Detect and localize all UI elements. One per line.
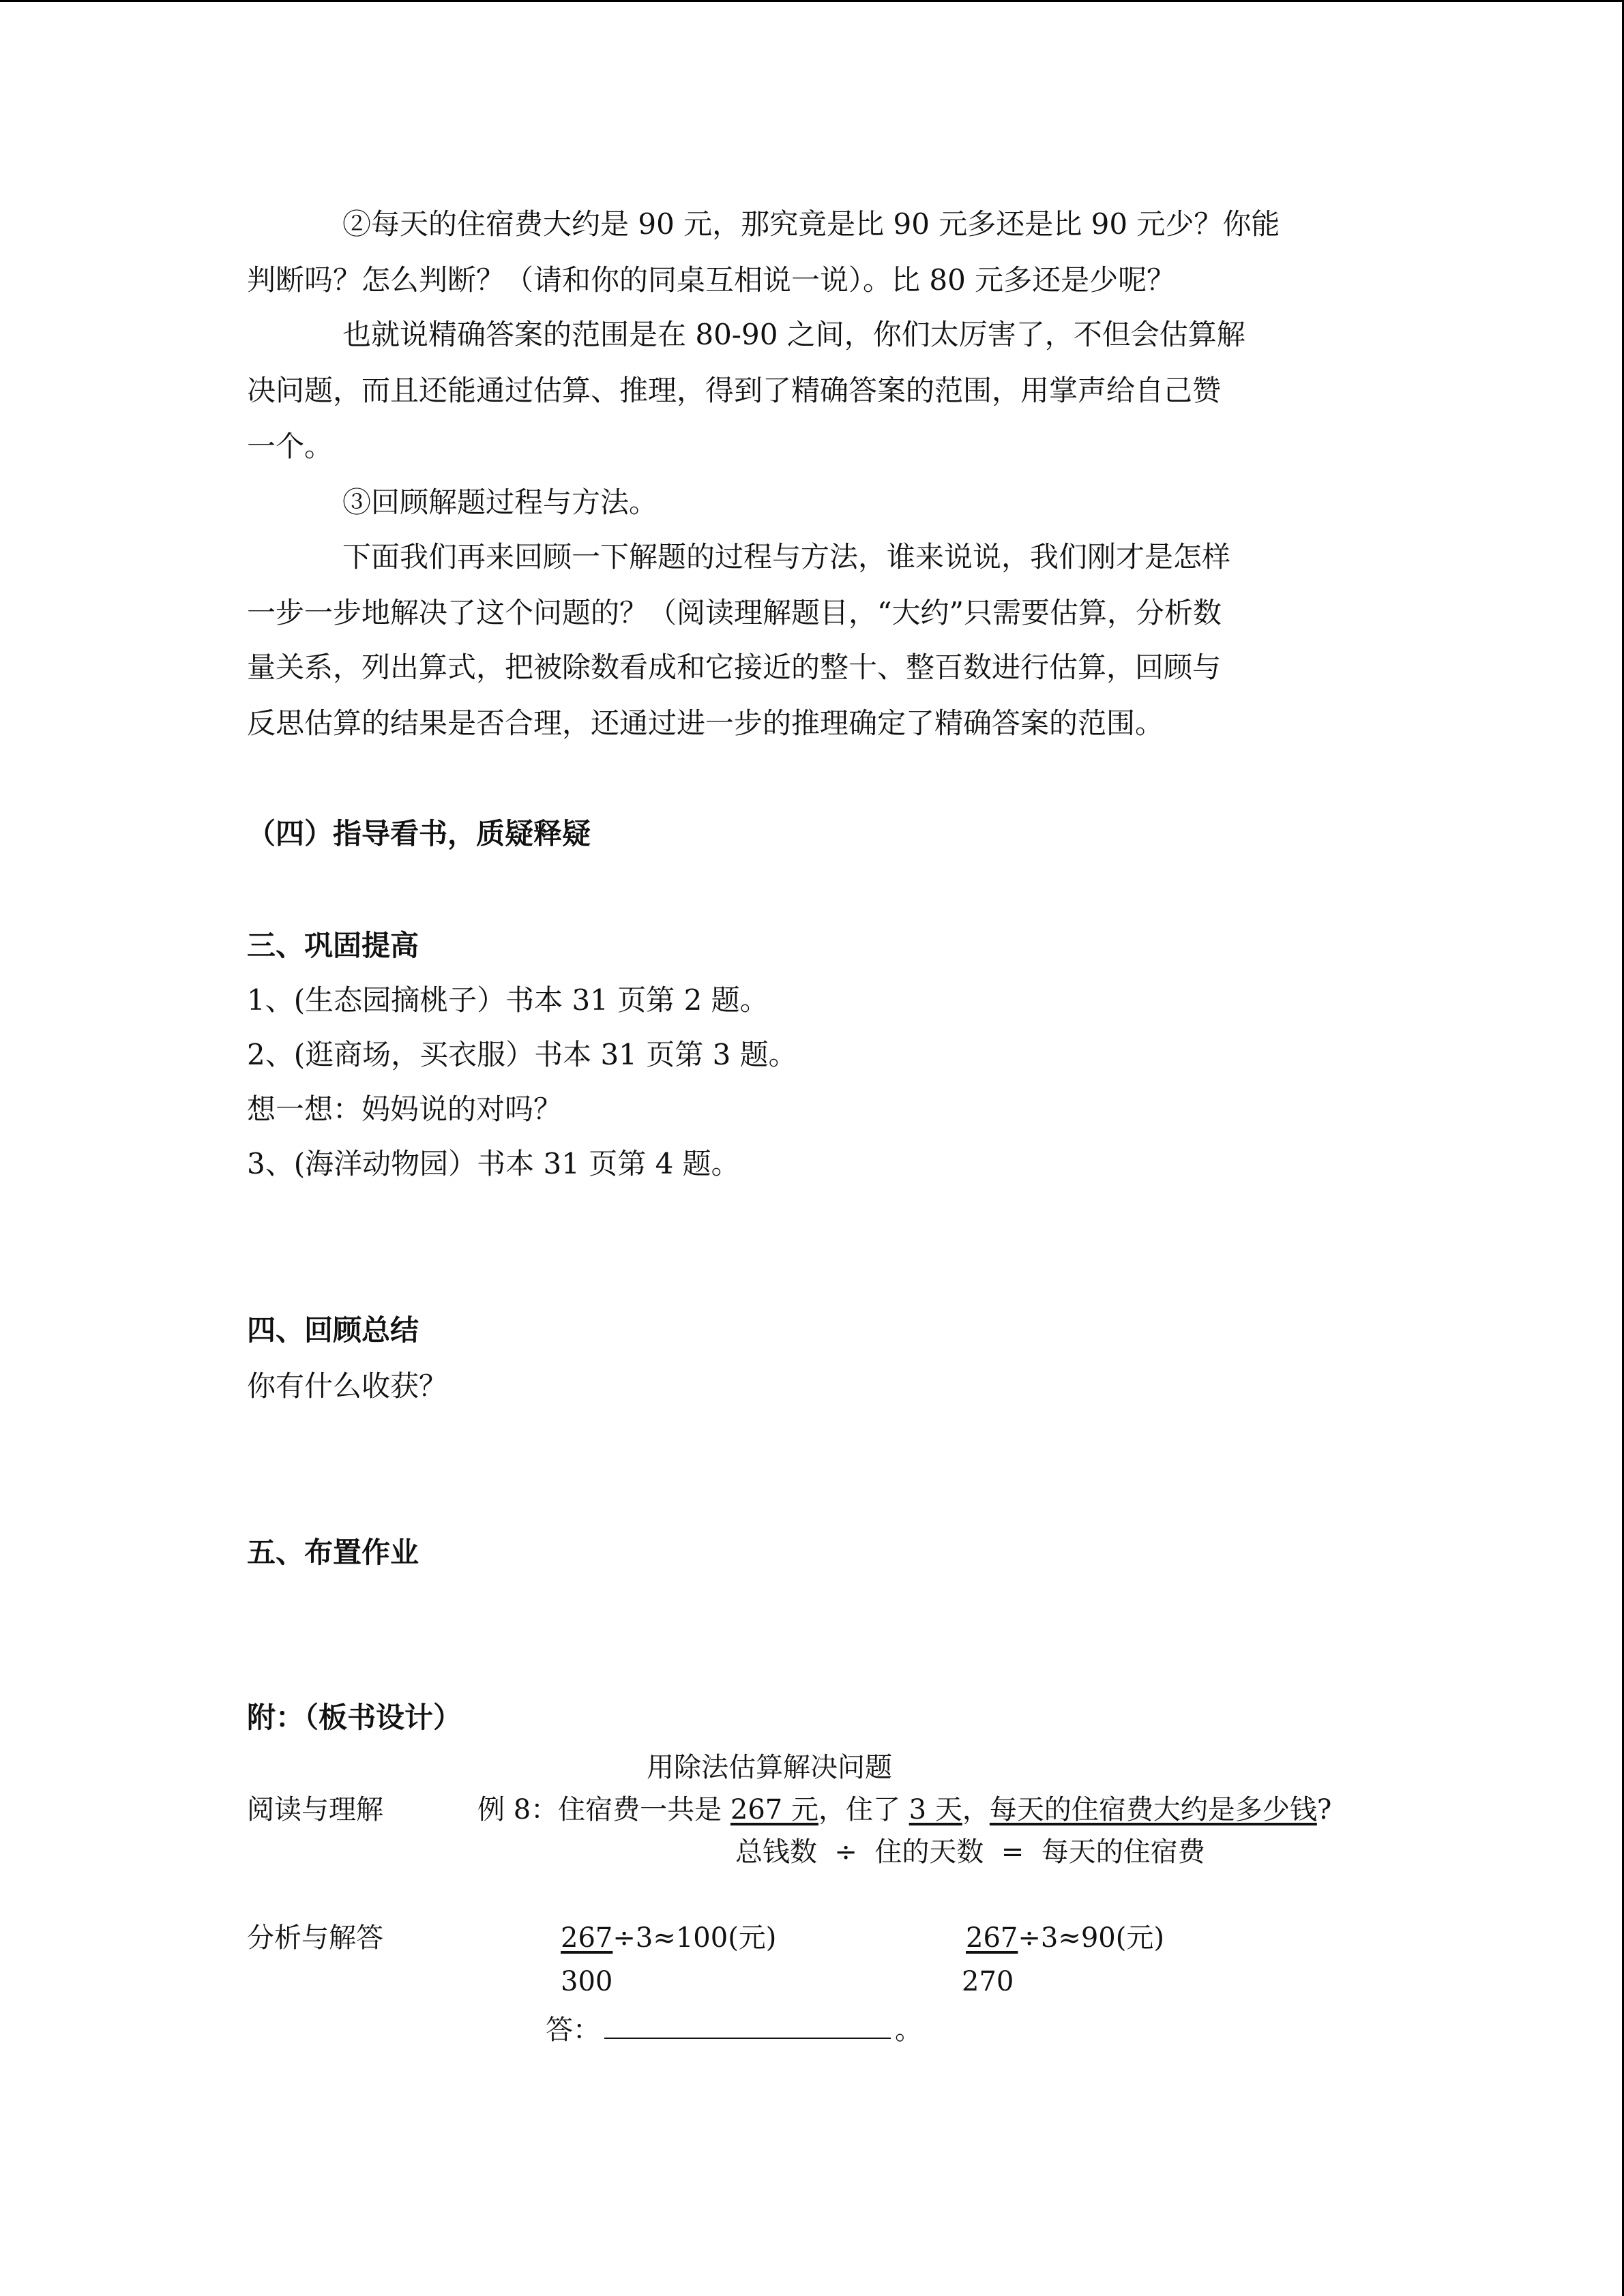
example-amount: 267 元 xyxy=(730,1794,818,1825)
board-read-label: 阅读与理解 xyxy=(247,1794,383,1825)
estimate-round-2: 270 xyxy=(962,1966,1014,1997)
calc-2-dividend: 267 xyxy=(966,1922,1018,1954)
answer-end: 。 xyxy=(895,2014,922,2046)
calc-2-rest: ÷3≈90(元) xyxy=(1018,1922,1164,1954)
example-mid: ，住了 xyxy=(818,1794,909,1825)
paragraph-2-line-3: 一个。 xyxy=(247,430,334,463)
paragraph-4-line-1: 下面我们再来回顾一下解题的过程与方法，谁来说说，我们刚才是怎样 xyxy=(342,540,1231,573)
section-homework-heading: 五、布置作业 xyxy=(247,1536,419,1569)
answer-blank xyxy=(604,2010,891,2039)
exercise-item-3: 3、(海洋动物园）书本 31 页第 4 题。 xyxy=(247,1147,740,1180)
section-review-heading: 四、回顾总结 xyxy=(247,1313,419,1347)
estimate-calc-1 xyxy=(561,1924,776,1952)
board-example-line xyxy=(477,1796,1331,1823)
review-question: 你有什么收获？ xyxy=(247,1369,448,1403)
example-prefix: 例 8：住宿费一共是 xyxy=(477,1794,730,1825)
example-comma: ， xyxy=(962,1794,990,1825)
paragraph-1-line-1: ②每天的住宿费大约是 90 元，那究竟是比 90 元多还是比 90 元少？你能 xyxy=(342,207,1280,241)
calc-1-dividend: 267 xyxy=(561,1922,613,1954)
board-design-heading: 附：（板书设计） xyxy=(247,1701,462,1734)
example-end: ? xyxy=(1316,1794,1332,1825)
board-answer-line xyxy=(546,2010,922,2044)
paragraph-2-line-2: 决问题，而且还能通过估算、推理，得到了精确答案的范围，用掌声给自己赞 xyxy=(247,374,1222,407)
exercise-think: 想一想：妈妈说的对吗？ xyxy=(247,1092,563,1126)
paragraph-3: ③回顾解题过程与方法。 xyxy=(342,486,658,519)
paragraph-4-line-2: 一步一步地解决了这个问题的？（阅读理解题目，“大约”只需要估算，分析数 xyxy=(247,596,1222,629)
example-question: 每天的住宿费大约是多少钱 xyxy=(989,1794,1317,1825)
board-title: 用除法估算解决问题 xyxy=(647,1752,892,1783)
board-analysis-label: 分析与解答 xyxy=(247,1922,383,1954)
board-relation: 总钱数 ÷ 住的天数 = 每天的住宿费 xyxy=(735,1836,1205,1868)
calc-1-rest: ÷3≈100(元) xyxy=(612,1922,777,1954)
exercise-item-1: 1、(生态园摘桃子）书本 31 页第 2 题。 xyxy=(247,983,769,1017)
estimate-calc-2 xyxy=(966,1924,1164,1952)
page-top-border xyxy=(0,0,1624,2)
estimate-round-1: 300 xyxy=(561,1966,613,1997)
example-days: 3 天 xyxy=(909,1794,962,1825)
paragraph-2-line-1: 也就说精确答案的范围是在 80-90 之间，你们太厉害了，不但会估算解 xyxy=(342,318,1245,351)
answer-label: 答： xyxy=(546,2014,600,2046)
paragraph-4-line-3: 量关系，列出算式，把被除数看成和它接近的整十、整百数进行估算，回顾与 xyxy=(247,651,1222,684)
paragraph-4-line-4: 反思估算的结果是否合理，还通过进一步的推理确定了精确答案的范围。 xyxy=(247,706,1164,740)
exercise-item-2: 2、(逛商场，买衣服）书本 31 页第 3 题。 xyxy=(247,1038,797,1071)
section-consolidate-heading: 三、巩固提高 xyxy=(247,929,419,962)
paragraph-1-line-2: 判断吗？怎么判断？（请和你的同桌互相说一说）。比 80 元多还是少呢？ xyxy=(247,263,1176,297)
section-guide-heading: （四）指导看书，质疑释疑 xyxy=(247,817,591,850)
